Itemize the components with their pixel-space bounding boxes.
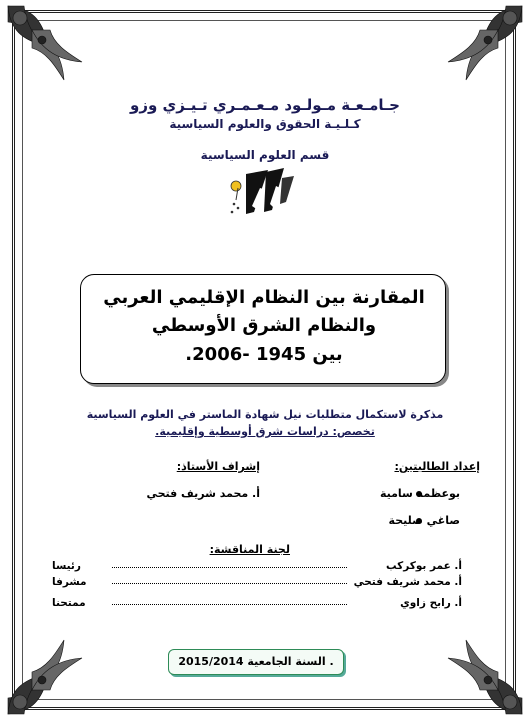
department-name: قسم العلوم السياسية	[200, 148, 330, 162]
student-name: صاغي صليحة	[388, 514, 460, 527]
academic-year-box	[168, 649, 344, 675]
memo-specialty: تخصص: دراسات شرق أوسطية وإقليمية.	[155, 425, 375, 438]
dotted-leader	[112, 583, 347, 584]
academic-year: السنة الجامعية 2015/2014 .	[178, 655, 334, 668]
corner-ornament-icon	[436, 628, 528, 720]
committee-member-name: أ. عمر بوكركب	[385, 560, 462, 572]
committee-member-name: أ. رابح زاوي	[400, 597, 462, 609]
thesis-title-line-1: المقارنة بين النظام الإقليمي العربي	[103, 287, 425, 308]
committee-heading: لجنة المناقشة:	[209, 543, 290, 556]
thesis-title-box	[80, 274, 446, 384]
students-heading: إعداد الطالبتين:	[394, 460, 480, 473]
university-name: جـامـعـة مـولـود مـعـمـري تـيـزي وزو	[130, 96, 400, 114]
corner-ornament-icon	[2, 628, 94, 720]
corner-ornament-icon	[2, 0, 94, 92]
committee-member-role: مشرفا	[52, 576, 87, 588]
committee-member-role: رئيسا	[52, 560, 81, 572]
thesis-title-line-3: بين 1945 -2006.	[185, 344, 343, 365]
supervisor-heading: إشراف الأستاذ:	[176, 460, 260, 473]
committee-member-name: أ. محمد شريف فتحي	[353, 576, 462, 588]
corner-ornament-icon	[436, 0, 528, 92]
committee-member-row	[52, 576, 462, 594]
committee-member-row	[52, 597, 462, 615]
supervisor-name: أ. محمد شريف فتحي	[146, 487, 260, 500]
thesis-title-line-2: والنظام الشرق الأوسطي	[151, 315, 377, 336]
faculty-name: كـلـيـة الحقوق والعلوم السياسية	[169, 117, 361, 131]
dotted-leader	[112, 604, 347, 605]
committee-member-role: ممتحنا	[52, 597, 86, 609]
dotted-leader	[112, 567, 347, 568]
university-logo-icon	[224, 166, 304, 218]
memo-purpose: مذكرة لاستكمال متطلبات نيل شهادة الماستر في العلوم السياسية	[86, 408, 444, 421]
student-name: بوعظمة سامية	[379, 487, 460, 500]
